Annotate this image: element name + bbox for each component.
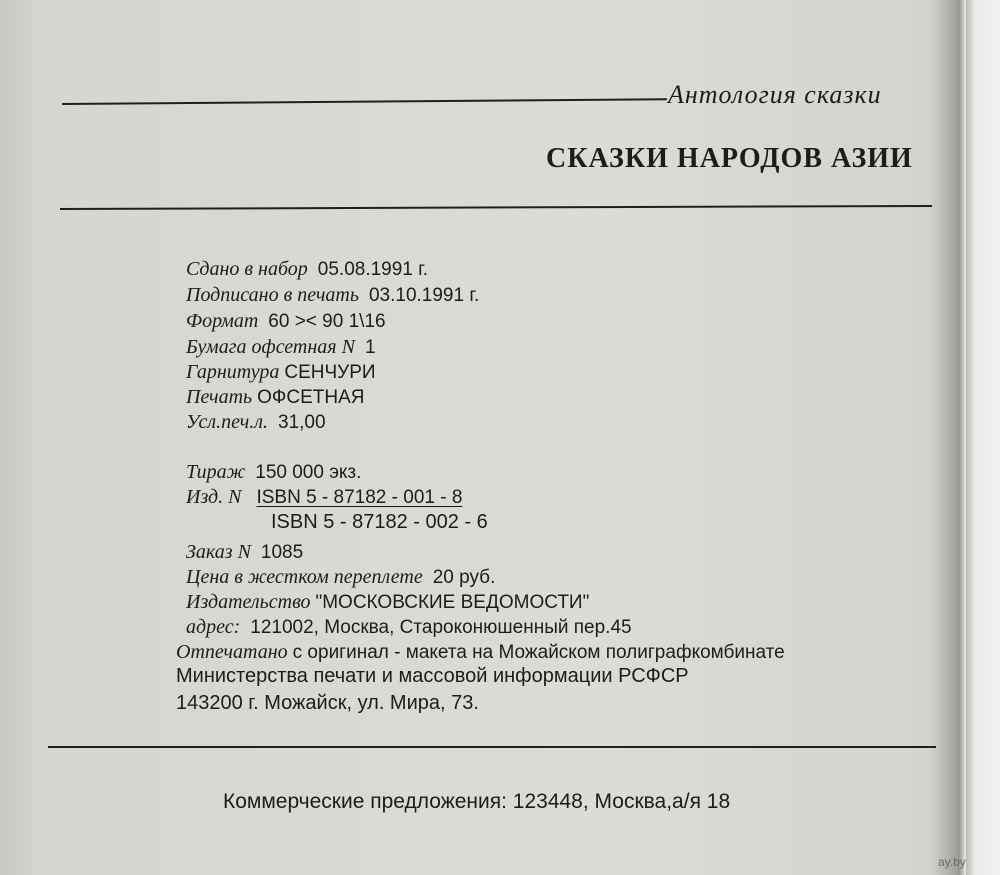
print-label: Печать: [186, 386, 253, 408]
sheets-label: Усл.печ.л.: [186, 411, 268, 433]
isbn-secondary: ISBN 5 - 87182 - 002 - 6: [271, 511, 488, 533]
typeface-value: СЕНЧУРИ: [284, 362, 376, 383]
typeface-line: [186, 361, 376, 384]
printed-label: Отпечатано: [176, 641, 288, 663]
run-label: Тираж: [186, 461, 246, 483]
print-method-line: [186, 386, 365, 409]
typeface-label: Гарнитура: [186, 361, 280, 383]
address-label: адрес:: [186, 616, 241, 638]
top-rule: [62, 98, 667, 105]
book-title: СКАЗКИ НАРОДОВ АЗИИ: [546, 143, 913, 174]
signed-label: Подписано в печать: [186, 284, 359, 306]
price-value: 20 руб.: [432, 567, 496, 588]
paper-line: [186, 336, 376, 359]
order-label: Заказ N: [186, 541, 251, 563]
sheets-line: [186, 411, 326, 434]
publisher-label: Издательство: [186, 591, 311, 613]
paper-label: Бумага офсетная N: [186, 336, 355, 358]
format-label: Формат: [186, 310, 259, 332]
commercial-contacts: Коммерческие предложения: 123448, Москва,а/я 18: [223, 790, 731, 813]
watermark: ay.by: [938, 855, 966, 869]
paper-value: 1: [364, 337, 376, 358]
page-edge: [958, 0, 966, 875]
order-line: [186, 541, 303, 564]
publisher-line: [186, 591, 589, 614]
typeset-label: Сдано в набор: [186, 258, 308, 280]
run-value: 150 000 экз.: [255, 462, 362, 483]
address-line: [186, 616, 632, 639]
sheets-value: 31,00: [278, 412, 326, 433]
price-label: Цена в жестком переплете: [186, 566, 423, 588]
isbn-primary: ISBN 5 - 87182 - 001 - 8: [256, 487, 463, 508]
typeset-value: 05.08.1991 г.: [317, 259, 429, 280]
edition-line: [186, 486, 462, 509]
signed-date-line: [186, 284, 479, 307]
city-address-line: 143200 г. Можайск, ул. Мира, 73.: [176, 692, 479, 714]
address-value: 121002, Москва, Староконюшенный пер.45: [250, 617, 632, 638]
typeset-date-line: [186, 258, 428, 281]
print-value: ОФСЕТНАЯ: [257, 387, 365, 408]
publisher-value: "МОСКОВСКИЕ ВЕДОМОСТИ": [315, 592, 590, 613]
signed-value: 03.10.1991 г.: [368, 285, 480, 306]
printed-line: [176, 641, 785, 664]
series-title: Антология сказки: [668, 80, 882, 109]
title-rule: [60, 205, 932, 210]
format-value: 60 >< 90 1\16: [268, 311, 386, 332]
ministry-line: Министерства печати и массовой информации РСФСР: [176, 665, 689, 687]
print-run-line: [186, 461, 361, 484]
edition-label: Изд. N: [186, 486, 242, 508]
order-value: 1085: [260, 542, 304, 563]
price-line: [186, 566, 495, 589]
footer-rule: [48, 746, 936, 748]
printed-value: с оригинал - макета на Можайском полиграфкомбинате: [292, 642, 785, 663]
format-line: [186, 310, 386, 333]
